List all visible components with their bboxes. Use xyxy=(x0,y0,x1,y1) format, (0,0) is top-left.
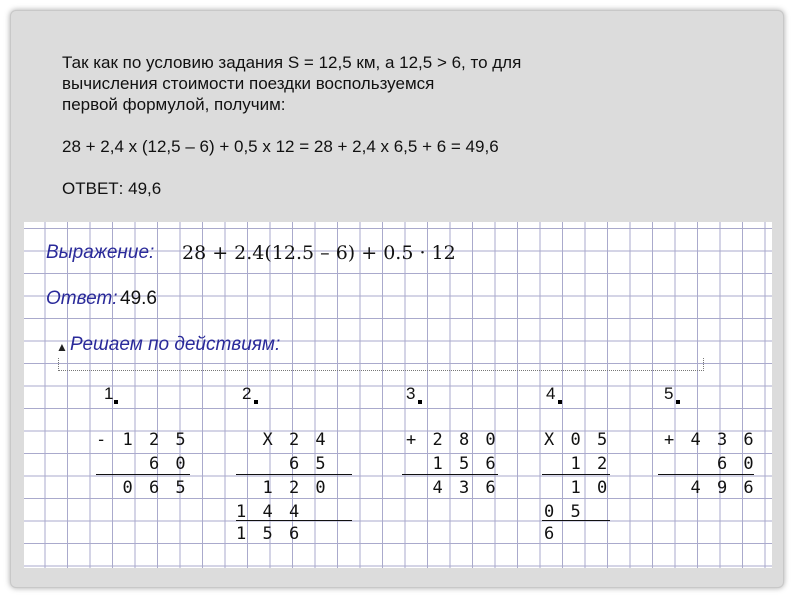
step5-row: + 4 3 6 xyxy=(664,430,757,450)
step5-line xyxy=(658,474,754,475)
cursor-marker-icon xyxy=(558,400,562,404)
cursor-marker-icon xyxy=(114,400,118,404)
step3-line xyxy=(402,474,498,475)
step1-row: - 1 2 5 xyxy=(96,430,189,450)
step4-line xyxy=(542,474,610,475)
step1-line xyxy=(96,474,190,475)
step2-line xyxy=(236,520,352,521)
cursor-marker-icon xyxy=(676,400,680,404)
step4-line xyxy=(542,520,610,521)
step-number: 2 xyxy=(242,384,252,403)
expression-label: Выражение: xyxy=(46,242,155,263)
step1-row: 6 0 xyxy=(96,454,189,474)
expression: 28 + 2.4(12.5 – 6) + 0.5 · 12 xyxy=(182,242,456,264)
worksheet xyxy=(24,222,772,568)
step-number: 1 xyxy=(104,384,114,403)
step3-row: 1 5 6 xyxy=(406,454,499,474)
steps-region-border xyxy=(58,358,704,371)
step3-row: 4 3 6 xyxy=(406,478,499,498)
intro-line-1: Так как по условию задания S = 12,5 км, а 12,5 > 6, то для xyxy=(62,53,522,72)
intro-text xyxy=(62,52,521,199)
step4-row: 6 xyxy=(544,524,558,544)
step1-row: 0 6 5 xyxy=(96,478,189,498)
intro-line-2: вычисления стоимости поездки воспользуемся xyxy=(62,74,435,93)
step5-row: 4 9 6 xyxy=(664,478,757,498)
step4-row: 1 2 xyxy=(544,454,611,474)
cursor-marker-icon xyxy=(418,400,422,404)
step4-row: 1 0 xyxy=(544,478,611,498)
answer-label: Ответ: xyxy=(46,288,118,309)
formula: 28 + 2,4 х (12,5 – 6) + 0,5 х 12 = 28 + 2,4 х 6,5 + 6 = 49,6 xyxy=(62,137,499,156)
step2-row: 1 5 6 xyxy=(236,524,303,544)
step4-row: 0 5 xyxy=(544,502,584,522)
step4-row: Х 0 5 xyxy=(544,430,611,450)
step2-row: Х 2 4 xyxy=(236,430,329,450)
step2-row: 1 4 4 xyxy=(236,502,303,522)
step3-row: + 2 8 0 xyxy=(406,430,499,450)
step2-line xyxy=(236,474,352,475)
step-number: 3 xyxy=(406,384,416,403)
steps-label: Решаем по действиям: xyxy=(70,334,281,355)
step2-row: 6 5 xyxy=(236,454,329,474)
collapse-triangle-icon[interactable]: ▲ xyxy=(56,340,68,354)
intro-line-3: первой формулой, получим: xyxy=(62,95,286,114)
cursor-marker-icon xyxy=(254,400,258,404)
answer-text: ОТВЕТ: 49,6 xyxy=(62,179,162,198)
step-number: 4 xyxy=(546,384,556,403)
step5-row: 6 0 xyxy=(664,454,757,474)
answer-value: 49.6 xyxy=(120,288,157,309)
step-number: 5 xyxy=(664,384,674,403)
step2-row: 1 2 0 xyxy=(236,478,329,498)
